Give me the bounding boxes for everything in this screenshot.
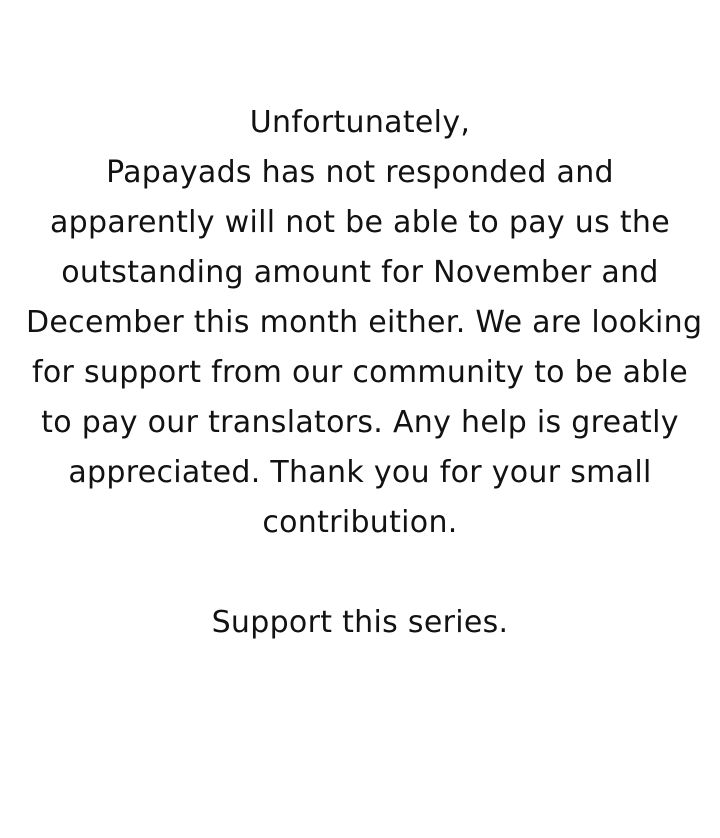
notice-line-8: appreciated. Thank you for your small <box>68 455 652 490</box>
notice-line-6: for support from our community to be able <box>31 355 688 390</box>
notice-line-4: outstanding amount for November and <box>61 255 659 290</box>
notice-line-1: Unfortunately, <box>249 105 471 140</box>
notice-line-2: Papayads has not responded and <box>106 155 614 190</box>
notice-spacer <box>26 548 694 598</box>
notice-line-5: December this month either. We are looking <box>26 305 703 340</box>
notice-line-7: to pay our translators. Any help is greatly <box>41 405 679 440</box>
notice-message <box>0 98 720 648</box>
notice-line-9: contribution. <box>262 505 458 540</box>
notice-line-3: apparently will not be able to pay us the <box>49 205 670 240</box>
support-call-to-action: Support this series. <box>211 605 509 640</box>
